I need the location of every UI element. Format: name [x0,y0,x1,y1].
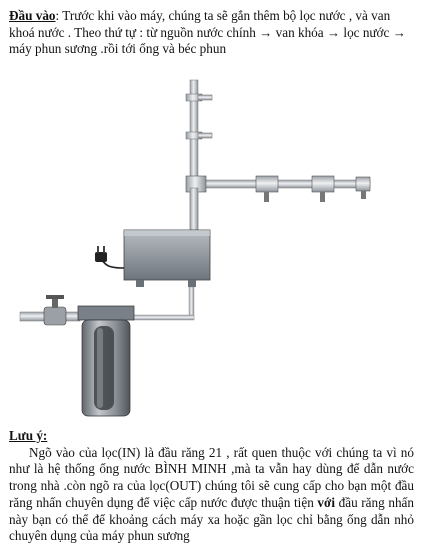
note-text-2: đầu răng nhấn này bạn có thể để khoảng cách máy xa hoặc gần lọc chỉ bằng ống dẫn nhỏ chuyên dụng của máy phun sương [9,494,414,544]
power-plug-icon [95,246,124,268]
misting-machine [124,230,210,287]
water-filter [78,306,134,416]
intro-text-2: van khóa [272,24,327,40]
intro-heading: Đầu vào [9,8,56,23]
machine-outlet-pipe [190,188,198,230]
note-title: Lưu ý: [9,428,48,443]
note-text-1: Ngõ vào của lọc(IN) là đầu răng 21 , rất quen thuộc với chúng ta vì nó như là hệ thống ống nước BÌNH MINH ,mà ta vẫn hay dùng để dẫn nước trong nhà .còn ngõ ra của lọc(OUT) chúng tôi sẽ cung cấp cho bạn một đầu răng nhấn chuyên dụng để việc cấp nước được thuận tiện [9,444,414,510]
installation-diagram [0,70,421,425]
arrow-2: → [326,24,341,40]
note-body [9,445,414,545]
machine-inlet-pipe [130,287,194,320]
arrow-3: → [392,24,406,40]
shutoff-valve-icon [44,295,66,325]
note-section [9,428,414,545]
nozzle-pipe-horizontal [186,176,370,202]
intro-text-1: Trước khi vào máy, chúng ta sẽ gắn thêm bộ lọc nước , và van khoá nước . Theo thứ tự : từ nguồn nước chính [9,8,391,40]
intro-text-4: máy phun sương .rồi tới ống và béc phun [9,41,227,56]
note-bold-word: với [317,494,335,510]
intro-text-3: lọc nước [340,24,393,40]
intro-heading-colon: : [55,8,60,23]
intro-paragraph [9,8,414,58]
arrow-1: → [259,24,273,40]
